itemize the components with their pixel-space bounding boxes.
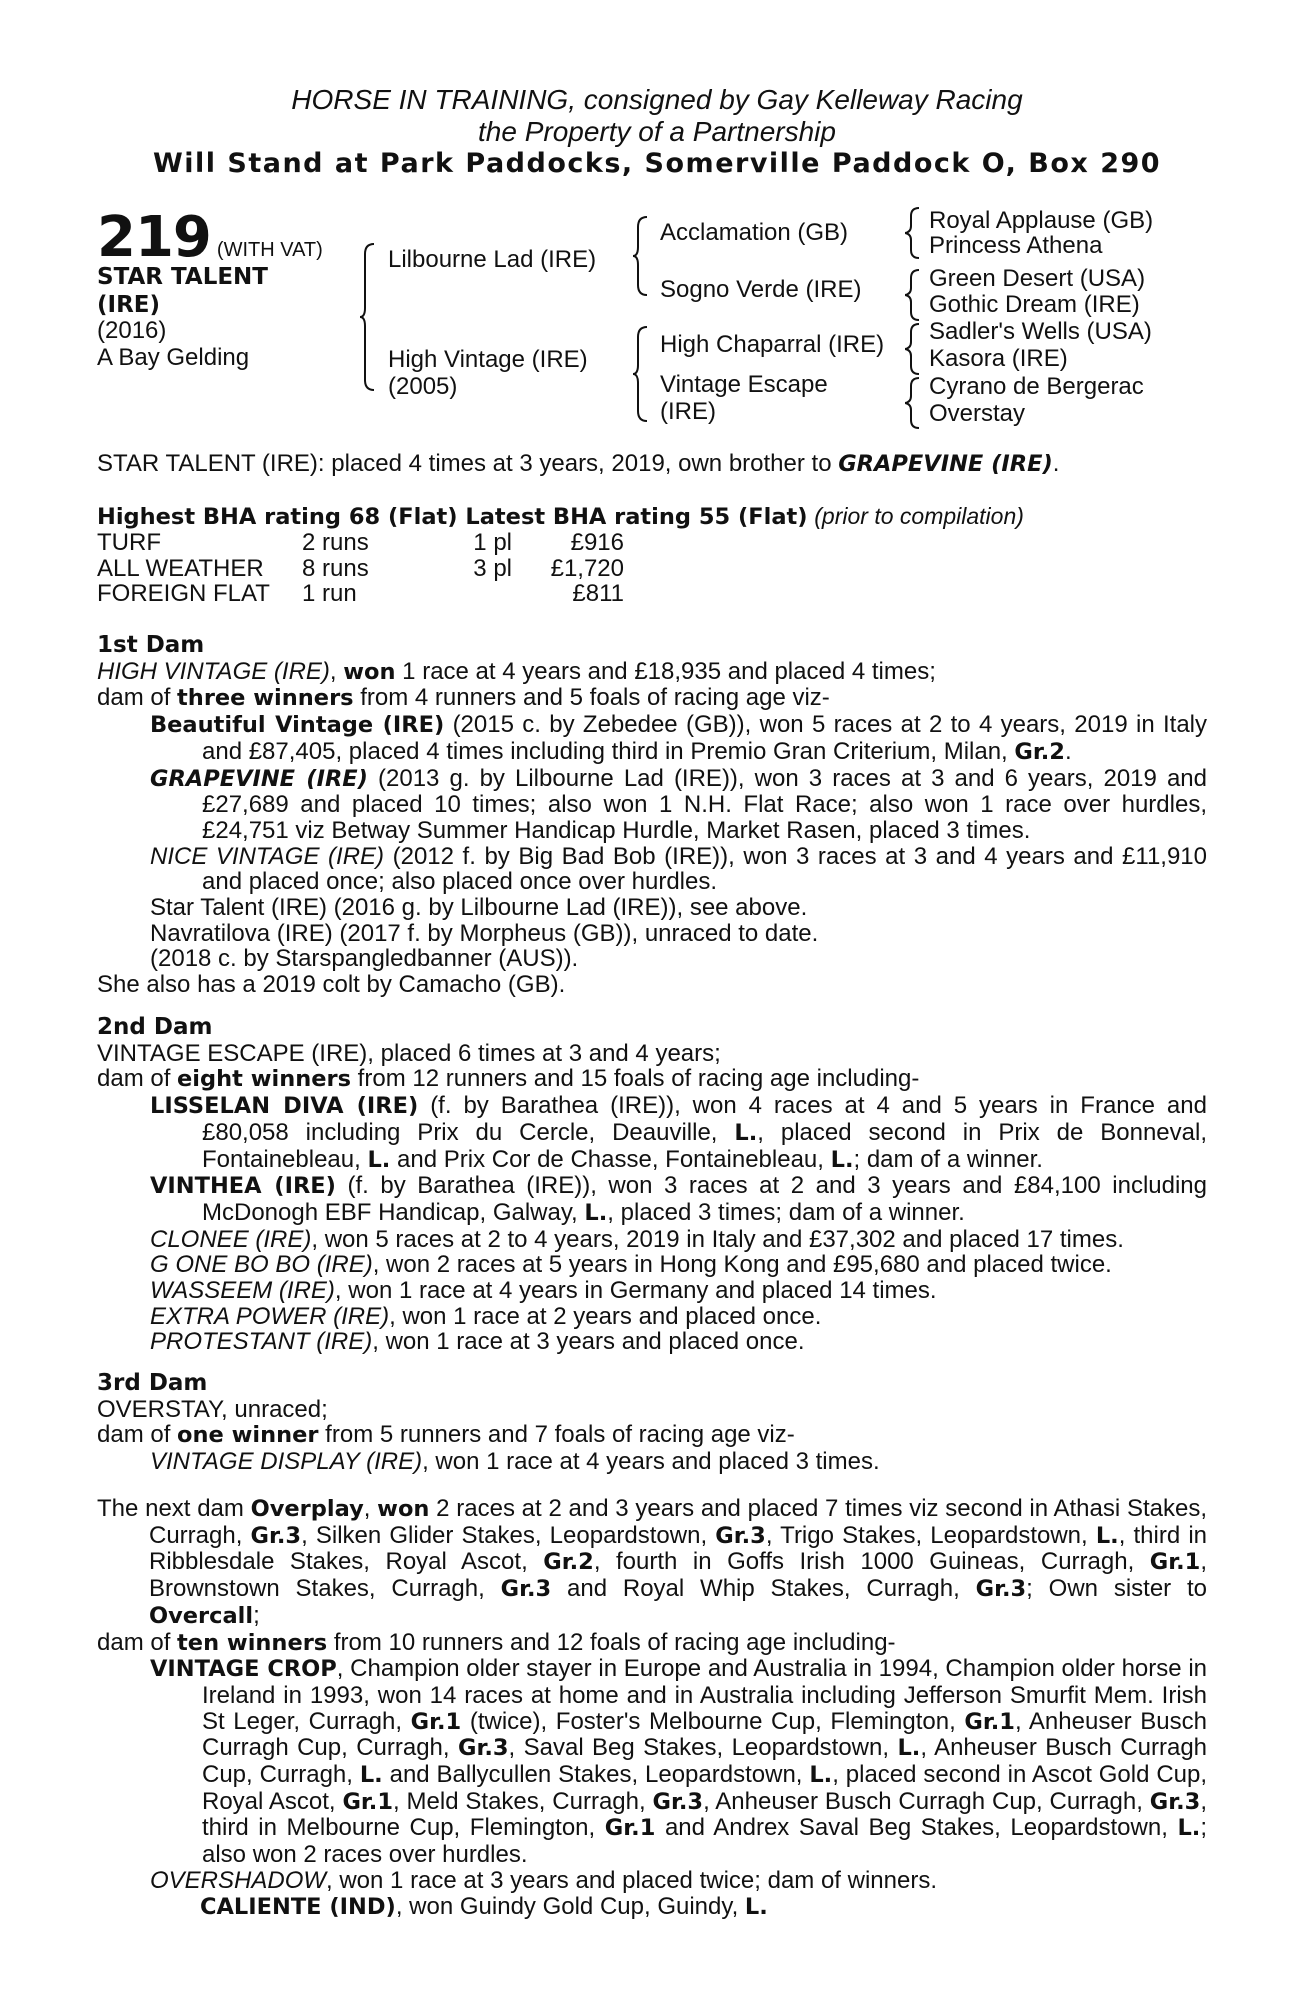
horse-name: STAR TALENT [97, 264, 268, 290]
ggp-7: Cyrano de Bergerac [929, 373, 1144, 400]
list-item: G ONE BO BO (IRE), won 2 races at 5 years in Hong Kong and £95,680 and placed twice. [150, 1251, 1112, 1279]
list-item: VINTAGE DISPLAY (IRE), won 1 race at 4 years and placed 3 times. [150, 1448, 880, 1476]
pedigree-bracket-main [360, 242, 380, 392]
pedigree-bracket-dam [633, 325, 653, 423]
brother-name: GRAPEVINE (IRE) [838, 451, 1053, 477]
summary-line: STAR TALENT (IRE): placed 4 times at 3 years, 2019, own brother to GRAPEVINE (IRE). [97, 450, 1060, 477]
sire: Lilbourne Lad (IRE) [388, 246, 597, 273]
pedigree-bracket-sire [633, 215, 653, 297]
list-item: GRAPEVINE (IRE) (2013 g. by Lilbourne Lad (IRE)), won 3 races at 3 and 6 years, 2019 and £27,689 and placed 10 times; also won 1 N.H. Flat Race; also won 1 race over hurdles, £24,751 viz Betway Summer Handicap Hurdle, Market Rasen, placed 3 times. [150, 764, 1207, 844]
sire-dam: Sogno Verde (IRE) [660, 276, 862, 303]
ggp-5: Sadler's Wells (USA) [929, 318, 1152, 345]
ggp-brace-1 [905, 206, 923, 260]
property-line: the Property of a Partnership [478, 116, 836, 147]
section-title: 1st Dam [97, 632, 205, 658]
location-line: Will Stand at Park Paddocks, Somerville Paddock O, Box 290 [152, 148, 1162, 179]
lot-header [97, 205, 323, 270]
list-item: Star Talent (IRE) (2016 g. by Lilbourne Lad (IRE)), see above. [150, 894, 808, 922]
sire-sire: Acclamation (GB) [660, 219, 849, 246]
list-item: VINTHEA (IRE) (f. by Barathea (IRE)), won 3 races at 2 and 3 years and £84,100 including McDonogh EBF Handicap, Galway, L., placed 3 times; dam of a winner. [150, 1172, 1207, 1226]
list-item: PROTESTANT (IRE), won 1 race at 3 years and placed once. [150, 1328, 805, 1356]
dam-dam-suffix: (IRE) [660, 398, 716, 425]
dam-sire: High Chaparral (IRE) [660, 331, 885, 358]
consignor-line: HORSE IN TRAINING, consigned by Gay Kelleway Racing [291, 84, 1023, 115]
list-item: Beautiful Vintage (IRE) (2015 c. by Zebedee (GB)), won 5 races at 2 to 4 years, 2019 in Italy and £87,405, placed 4 times including third in Premio Gran Criterium, Milan, Gr.2. [150, 711, 1207, 765]
first-dam-section: 1st Dam HIGH VINTAGE (IRE), won 1 race at 4 years and £18,935 and placed 4 times; dam of three winners from 4 runners and 5 foals of racing age viz- Beautiful Vintage (IRE) (2015 c. by Zebedee (GB)), won 5 races at 2 to 4 years, 2019 in Italy and £87,405, placed 4 times including third in Premio Gran Criterium, Milan, Gr.2. GRAPEVINE (IRE) (2013 g. by Lilbourne Lad (IRE)), won 3 races at 3 and 6 years, 2019 and £27,689 and placed 10 times; also won 1 N.H. Flat Race; also won 1 race over hurdles, £24,751 viz Betway Summer Handicap Hurdle, Market Rasen, placed 3 times. NICE VINTAGE (IRE) (2012 f. by Big Bad Bob (IRE)), won 3 races at 3 and 4 years and £11,910 and placed once; also placed once over hurdles. Star Talent (IRE) (2016 g. by Lilbourne Lad (IRE)), see above. Navratilova (IRE) (2017 f. by Morpheus (GB)), unraced to date. (2018 c. by Starspangledbanner (AUS)). She also has a 2019 colt by Camacho (GB). [97, 632, 1208, 999]
dam-dam: Vintage Escape [660, 371, 828, 398]
list-item: CLONEE (IRE), won 5 races at 2 to 4 years, 2019 in Italy and £37,302 and placed 17 times. [150, 1225, 1124, 1253]
list-item: NICE VINTAGE (IRE) (2012 f. by Big Bad Bob (IRE)), won 3 races at 3 and 4 years and £11,910 and placed once; also placed once over hurdles. [150, 842, 1208, 896]
list-item: OVERSHADOW, won 1 race at 3 years and placed twice; dam of winners. [150, 1866, 937, 1894]
vat-label: (WITH VAT) [216, 239, 323, 261]
list-item: EXTRA POWER (IRE), won 1 race at 2 years and placed once. [150, 1302, 822, 1330]
ggp-1: Royal Applause (GB) [929, 207, 1154, 234]
foaling-year: (2016) [97, 317, 167, 344]
list-item: WASSEEM (IRE), won 1 race at 4 years in Germany and placed 14 times. [150, 1277, 937, 1305]
race-record-table [97, 530, 624, 607]
ggp-3: Green Desert (USA) [929, 265, 1146, 292]
table-row: ALL WEATHER 8 runs 3 pl £1,720 [97, 554, 624, 582]
third-dam-section: 3rd Dam OVERSTAY, unraced; dam of one winner from 5 runners and 7 foals of racing age viz- VINTAGE DISPLAY (IRE), won 1 race at 4 years and placed 3 times. [97, 1371, 1207, 1475]
section-title: 2nd Dam [97, 1014, 213, 1040]
horse-description: A Bay Gelding [97, 344, 250, 371]
horse-name-suffix: (IRE) [97, 292, 161, 318]
ggp-8: Overstay [929, 400, 1026, 427]
second-dam-section: 2nd Dam VINTAGE ESCAPE (IRE), placed 6 times at 3 and 4 years; dam of eight winners from 12 runners and 15 foals of racing age including- LISSELAN DIVA (IRE) (f. by Barathea (IRE)), won 4 races at 4 and 5 years in France and £80,058 including Prix du Cercle, Deauville, L., placed second in Prix de Bonneval, Fontainebleau, L. and Prix Cor de Chasse, Fontainebleau, L.; dam of a winner. VINTHEA (IRE) (f. by Barathea (IRE)), won 3 races at 2 and 3 years and £84,100 including McDonogh EBF Handicap, Galway, L., placed 3 times; dam of a winner. CLONEE (IRE), won 5 races at 2 to 4 years, 2019 in Italy and £37,302 and placed 17 times. G ONE BO BO (IRE), won 2 races at 5 years in Hong Kong and £95,680 and placed twice. WASSEEM (IRE), won 1 race at 4 years in Germany and placed 14 times. EXTRA POWER (IRE), won 1 race at 2 years and placed once. PROTESTANT (IRE), won 1 race at 3 years and placed once. [97, 1014, 1207, 1356]
dam-year: (2005) [388, 373, 458, 400]
next-dam-section: The next dam Overplay, won 2 races at 2 and 3 years and placed 7 times viz second in Athasi Stakes, Curragh, Gr.3, Silken Glider Stakes, Leopardstown, Gr.3, Trigo Stakes, Leopardstown, L., third in Ribblesdale Stakes, Royal Ascot, Gr.2, fourth in Goffs Irish 1000 Guineas, Curragh, Gr.1, Brownstown Stakes, Curragh, Gr.3 and Royal Whip Stakes, Curragh, Gr.3; Own sister to Overcall; dam of ten winners from 10 runners and 12 foals of racing age including- VINTAGE CROP, Champion older stayer in Europe and Australia in 1994, Champion older horse in Ireland in 1993, won 14 races at home and in Australia including Jefferson Smurfit Mem. Irish St Leger, Curragh, Gr.1 (twice), Foster's Melbourne Cup, Flemington, Gr.1, Anheuser Busch Curragh Cup, Curragh, Gr.3, Saval Beg Stakes, Leopardstown, L., Anheuser Busch Curragh Cup, Curragh, L. and Ballycullen Stakes, Leopardstown, L., placed second in Ascot Gold Cup, Royal Ascot, Gr.1, Meld Stakes, Curragh, Gr.3, Anheuser Busch Curragh Cup, Curragh, Gr.3, third in Melbourne Cup, Flemington, Gr.1 and Andrex Saval Beg Stakes, Leopardstown, L.; also won 2 races over hurdles. OVERSHADOW, won 1 race at 3 years and placed twice; dam of winners. CALIENTE (IND), won Guindy Gold Cup, Guindy, L. [97, 1495, 1208, 1920]
ggp-brace-2 [905, 268, 923, 322]
list-item: Navratilova (IRE) (2017 f. by Morpheus (GB)), unraced to date. [150, 919, 819, 947]
ratings-note: (prior to compilation) [814, 503, 1024, 529]
table-row: TURF 2 runs 1 pl £916 [97, 529, 624, 556]
ggp-6: Kasora (IRE) [929, 345, 1068, 372]
ggp-2: Princess Athena [929, 232, 1103, 259]
list-item: (2018 c. by Starspangledbanner (AUS)). [150, 945, 579, 973]
ratings-line [97, 504, 1207, 531]
bha-ratings: Highest BHA rating 68 (Flat) Latest BHA rating 55 (Flat) [97, 504, 808, 530]
lot-number: 219 [97, 205, 211, 270]
dam: High Vintage (IRE) [388, 346, 588, 373]
list-item: CALIENTE (IND), won Guindy Gold Cup, Guindy, L. [200, 1892, 768, 1920]
ggp-4: Gothic Dream (IRE) [929, 291, 1140, 318]
list-item: VINTAGE CROP, Champion older stayer in Europe and Australia in 1994, Champion older horse in Ireland in 1993, won 14 races at home and in Australia including Jefferson Smurfit Mem. Irish St Leger, Curragh, Gr.1 (twice), Foster's Melbourne Cup, Flemington, Gr.1, Anheuser Busch Curragh Cup, Curragh, Gr.3, Saval Beg Stakes, Leopardstown, L., Anheuser Busch Curragh Cup, Curragh, L. and Ballycullen Stakes, Leopardstown, L., placed second in Ascot Gold Cup, Royal Ascot, Gr.1, Meld Stakes, Curragh, Gr.3, Anheuser Busch Curragh Cup, Curragh, Gr.3, third in Melbourne Cup, Flemington, Gr.1 and Andrex Saval Beg Stakes, Leopardstown, L.; also won 2 races over hurdles. [150, 1655, 1208, 1869]
table-row: FOREIGN FLAT 1 run £811 [97, 580, 624, 607]
ggp-brace-4 [905, 376, 923, 430]
ggp-brace-3 [905, 322, 923, 376]
section-title: 3rd Dam [97, 1370, 208, 1396]
list-item: LISSELAN DIVA (IRE) (f. by Barathea (IRE)), won 4 races at 4 and 5 years in France and £80,058 including Prix du Cercle, Deauville, L., placed second in Prix de Bonneval, Fontainebleau, L. and Prix Cor de Chasse, Fontainebleau, L.; dam of a winner. [150, 1092, 1207, 1173]
